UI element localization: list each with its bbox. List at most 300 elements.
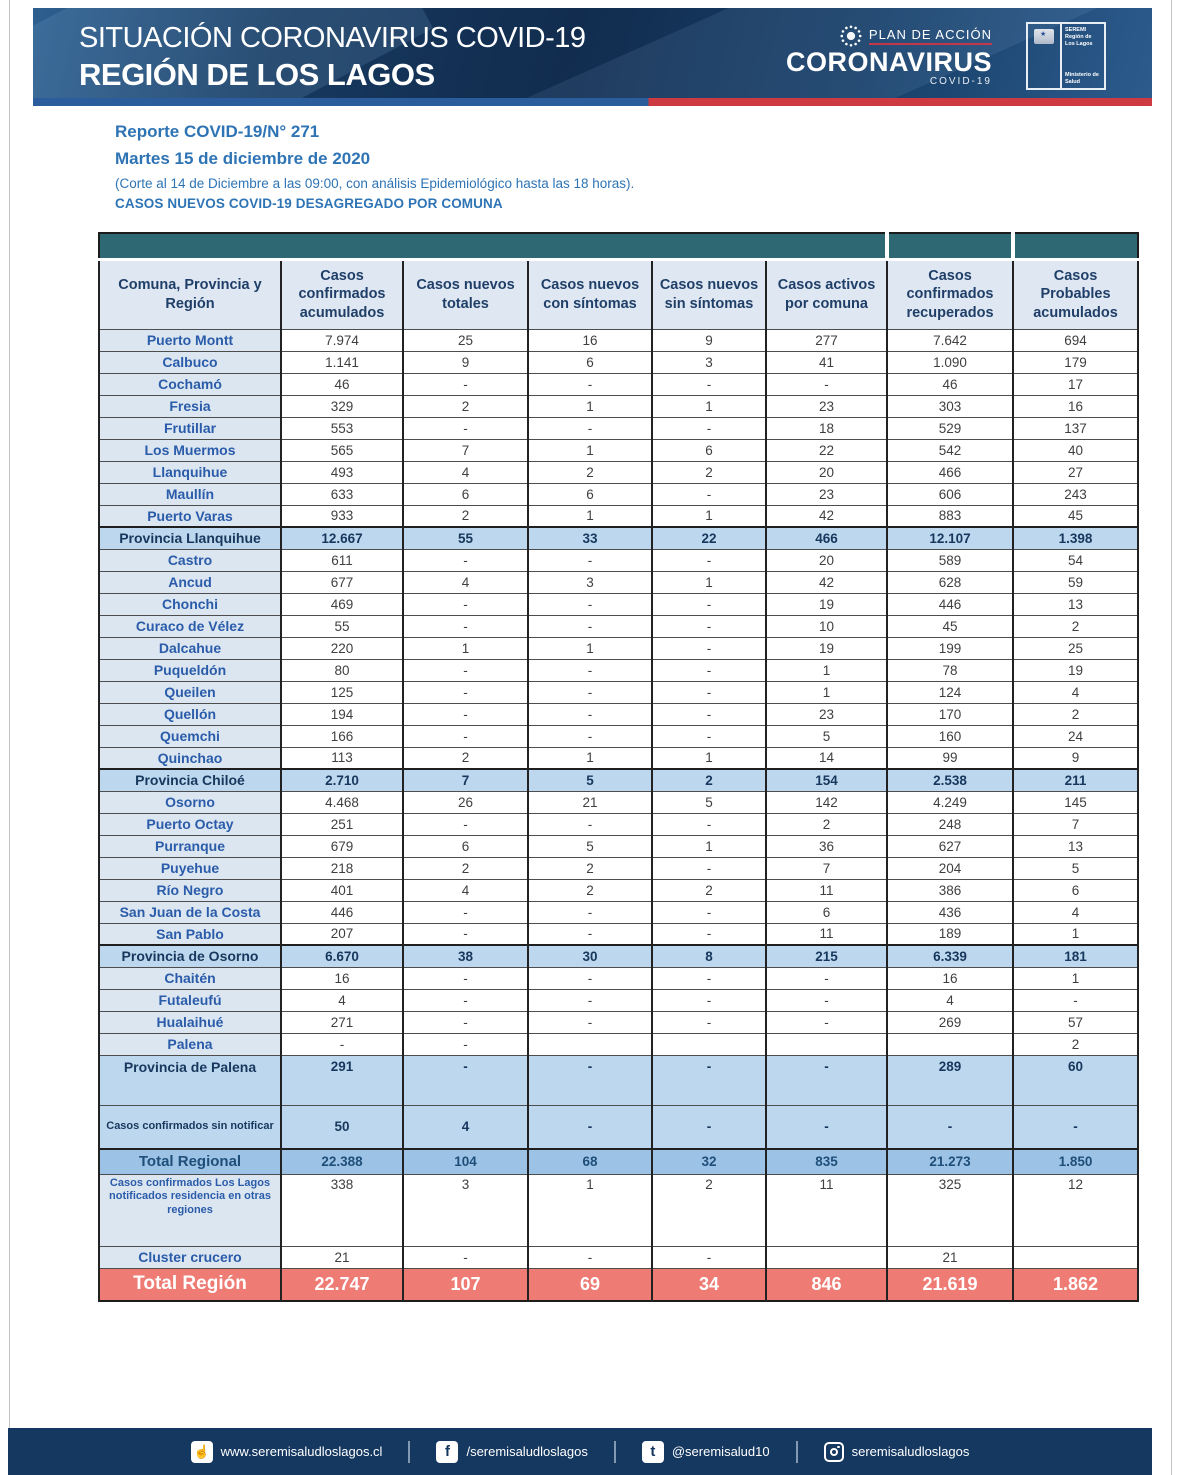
value-cell: 32 <box>652 1149 766 1174</box>
value-cell: 679 <box>281 835 403 857</box>
value-cell: 493 <box>281 461 403 483</box>
value-cell: 38 <box>403 945 528 967</box>
value-cell: 4 <box>403 571 528 593</box>
value-cell: 1 <box>766 659 887 681</box>
table-row <box>99 945 1138 967</box>
value-cell: 1 <box>528 439 652 461</box>
value-cell: 4 <box>403 879 528 901</box>
value-cell: 2 <box>528 879 652 901</box>
table-row <box>99 1149 1138 1174</box>
footer-divider <box>614 1441 616 1463</box>
value-cell: 46 <box>887 373 1013 395</box>
row-label: Puerto Varas <box>99 505 281 527</box>
value-cell: - <box>652 813 766 835</box>
value-cell: 54 <box>1013 549 1138 571</box>
value-cell: 436 <box>887 901 1013 923</box>
value-cell: 23 <box>766 483 887 505</box>
value-cell: 69 <box>528 1268 652 1301</box>
value-cell: - <box>528 967 652 989</box>
value-cell: 466 <box>887 461 1013 483</box>
row-label: Queilen <box>99 681 281 703</box>
value-cell: 7.642 <box>887 329 1013 351</box>
table-row <box>99 835 1138 857</box>
value-cell: - <box>652 615 766 637</box>
value-cell: 1 <box>1013 967 1138 989</box>
table-row <box>99 879 1138 901</box>
value-cell: 589 <box>887 549 1013 571</box>
value-cell: 14 <box>766 747 887 769</box>
value-cell: 16 <box>281 967 403 989</box>
value-cell: 6 <box>652 439 766 461</box>
page-edge-right <box>1171 0 1172 1475</box>
row-label: Chonchi <box>99 593 281 615</box>
value-cell: 4 <box>887 989 1013 1011</box>
row-label: Casos confirmados sin notificar <box>99 1105 281 1149</box>
value-cell: 4 <box>1013 681 1138 703</box>
table-row <box>99 1055 1138 1105</box>
value-cell: 2 <box>1013 703 1138 725</box>
value-cell: - <box>528 703 652 725</box>
report-section-title: CASOS NUEVOS COVID-19 DESAGREGADO POR COMUNA <box>115 196 503 211</box>
value-cell: - <box>528 615 652 637</box>
table-row <box>99 483 1138 505</box>
row-label: Provincia Llanquihue <box>99 527 281 549</box>
value-cell: 20 <box>766 461 887 483</box>
value-cell: 542 <box>887 439 1013 461</box>
row-label: Osorno <box>99 791 281 813</box>
value-cell: 5 <box>652 791 766 813</box>
value-cell: 11 <box>766 1174 887 1246</box>
value-cell: 606 <box>887 483 1013 505</box>
row-label: Total Región <box>99 1268 281 1301</box>
value-cell: - <box>403 549 528 571</box>
tumblr-icon: t <box>642 1441 664 1463</box>
value-cell: - <box>652 857 766 879</box>
value-cell: 565 <box>281 439 403 461</box>
value-cell: 251 <box>281 813 403 835</box>
facebook-icon: f <box>436 1441 458 1463</box>
report-info <box>115 122 875 216</box>
value-cell: 2 <box>766 813 887 835</box>
value-cell: 6 <box>403 483 528 505</box>
value-cell: 24 <box>1013 725 1138 747</box>
band-segment <box>528 233 652 259</box>
value-cell: 13 <box>1013 835 1138 857</box>
value-cell: - <box>528 923 652 945</box>
band-segment <box>766 233 887 259</box>
value-cell: - <box>528 593 652 615</box>
value-cell: 5 <box>528 835 652 857</box>
row-label: Provincia de Palena <box>99 1055 281 1105</box>
table-row <box>99 725 1138 747</box>
value-cell: 1 <box>652 835 766 857</box>
row-label: Frutillar <box>99 417 281 439</box>
value-cell: 18 <box>766 417 887 439</box>
value-cell: 329 <box>281 395 403 417</box>
table-row <box>99 637 1138 659</box>
row-label: Palena <box>99 1033 281 1055</box>
value-cell: - <box>528 901 652 923</box>
row-label: Cochamó <box>99 373 281 395</box>
table-row <box>99 373 1138 395</box>
column-header-activos: Casos activos por comuna <box>766 259 887 329</box>
value-cell: - <box>528 989 652 1011</box>
tumblr-label: @seremisalud10 <box>671 1444 770 1459</box>
value-cell: 933 <box>281 505 403 527</box>
value-cell: - <box>403 417 528 439</box>
value-cell: 5 <box>766 725 887 747</box>
value-cell: 553 <box>281 417 403 439</box>
value-cell: - <box>766 1105 887 1149</box>
table-row <box>99 1268 1138 1301</box>
value-cell: 469 <box>281 593 403 615</box>
value-cell: 13 <box>1013 593 1138 615</box>
table-row <box>99 989 1138 1011</box>
value-cell: - <box>528 1105 652 1149</box>
value-cell: 170 <box>887 703 1013 725</box>
value-cell: 19 <box>766 637 887 659</box>
value-cell: - <box>652 901 766 923</box>
table-row <box>99 395 1138 417</box>
value-cell: 113 <box>281 747 403 769</box>
tumblr-link[interactable] <box>642 1441 770 1463</box>
instagram-icon <box>824 1442 844 1462</box>
row-label: Maullín <box>99 483 281 505</box>
column-header-sin-sintomas: Casos nuevos sin síntomas <box>652 259 766 329</box>
value-cell: 33 <box>528 527 652 549</box>
value-cell: 211 <box>1013 769 1138 791</box>
value-cell: 4 <box>403 1105 528 1149</box>
value-cell: 179 <box>1013 351 1138 373</box>
value-cell: 41 <box>766 351 887 373</box>
value-cell: 2 <box>403 747 528 769</box>
value-cell: 248 <box>887 813 1013 835</box>
value-cell: 529 <box>887 417 1013 439</box>
value-cell: 325 <box>887 1174 1013 1246</box>
column-header-nuevos-totales: Casos nuevos totales <box>403 259 528 329</box>
value-cell: 2 <box>652 769 766 791</box>
value-cell: - <box>1013 989 1138 1011</box>
value-cell: 677 <box>281 571 403 593</box>
value-cell: 1.141 <box>281 351 403 373</box>
value-cell: - <box>652 417 766 439</box>
value-cell: 21.619 <box>887 1268 1013 1301</box>
facebook-label: /seremisaludloslagos <box>466 1444 588 1459</box>
report-number: Reporte COVID-19/N° 271 <box>115 122 320 141</box>
value-cell: 303 <box>887 395 1013 417</box>
value-cell: - <box>766 989 887 1011</box>
row-label: Llanquihue <box>99 461 281 483</box>
value-cell: 4 <box>403 461 528 483</box>
banner-title-line2: REGIÓN DE LOS LAGOS <box>79 57 435 92</box>
value-cell: - <box>766 1011 887 1033</box>
value-cell: 627 <box>887 835 1013 857</box>
value-cell: 142 <box>766 791 887 813</box>
value-cell: 2 <box>652 879 766 901</box>
value-cell: 2 <box>403 857 528 879</box>
value-cell: 218 <box>281 857 403 879</box>
value-cell: 1 <box>403 637 528 659</box>
instagram-label: seremisaludloslagos <box>851 1444 970 1459</box>
column-header-comuna: Comuna, Provincia y Región <box>99 259 281 329</box>
value-cell: 2 <box>528 461 652 483</box>
value-cell: 19 <box>766 593 887 615</box>
value-cell: 2 <box>652 461 766 483</box>
table-row <box>99 351 1138 373</box>
table-row <box>99 439 1138 461</box>
value-cell: 883 <box>887 505 1013 527</box>
value-cell: 45 <box>887 615 1013 637</box>
value-cell: 243 <box>1013 483 1138 505</box>
row-label: Fresia <box>99 395 281 417</box>
value-cell: 30 <box>528 945 652 967</box>
value-cell: 6 <box>528 483 652 505</box>
table-row <box>99 1246 1138 1268</box>
value-cell: - <box>403 1055 528 1105</box>
table-row <box>99 527 1138 549</box>
value-cell: 22.747 <box>281 1268 403 1301</box>
table-row <box>99 1011 1138 1033</box>
value-cell: - <box>403 989 528 1011</box>
facebook-link[interactable] <box>436 1441 587 1463</box>
hand-cursor-icon: ☝ <box>191 1441 213 1463</box>
value-cell: 204 <box>887 857 1013 879</box>
value-cell: 1 <box>528 505 652 527</box>
value-cell: 4 <box>281 989 403 1011</box>
page-edge-left <box>9 0 10 1475</box>
column-header-con-sintomas: Casos nuevos con síntomas <box>528 259 652 329</box>
row-label: Ancud <box>99 571 281 593</box>
value-cell: 4.468 <box>281 791 403 813</box>
value-cell: 46 <box>281 373 403 395</box>
plan-de-accion-logo <box>786 24 992 87</box>
value-cell: - <box>403 659 528 681</box>
table-row <box>99 791 1138 813</box>
virus-icon <box>839 24 863 48</box>
value-cell: 11 <box>766 879 887 901</box>
value-cell: 154 <box>766 769 887 791</box>
value-cell: - <box>403 373 528 395</box>
value-cell: 1 <box>652 395 766 417</box>
value-cell: 104 <box>403 1149 528 1174</box>
value-cell: 1 <box>528 747 652 769</box>
value-cell: - <box>528 725 652 747</box>
value-cell: - <box>887 1105 1013 1149</box>
table-row <box>99 681 1138 703</box>
website-link[interactable] <box>191 1441 383 1463</box>
value-cell: - <box>528 1055 652 1105</box>
value-cell: 16 <box>528 329 652 351</box>
value-cell: 291 <box>281 1055 403 1105</box>
value-cell: 12.107 <box>887 527 1013 549</box>
value-cell: 166 <box>281 725 403 747</box>
table-row <box>99 813 1138 835</box>
value-cell: 1 <box>652 747 766 769</box>
value-cell: 1 <box>528 1174 652 1246</box>
seremi-label: SEREMI Región de Los Lagos <box>1065 27 1093 48</box>
value-cell: 4.249 <box>887 791 1013 813</box>
value-cell: 20 <box>766 549 887 571</box>
value-cell: - <box>766 967 887 989</box>
value-cell: - <box>403 703 528 725</box>
row-label: Quemchi <box>99 725 281 747</box>
footer-divider <box>408 1441 410 1463</box>
band-segment <box>1013 233 1138 259</box>
value-cell: 6 <box>1013 879 1138 901</box>
value-cell: - <box>403 901 528 923</box>
value-cell: 3 <box>528 571 652 593</box>
plan-de-accion-label: PLAN DE ACCIÓN <box>869 27 992 45</box>
value-cell: 2 <box>1013 615 1138 637</box>
value-cell: - <box>403 1011 528 1033</box>
value-cell: 6 <box>403 835 528 857</box>
banner-accent-strip <box>33 98 1152 106</box>
row-label: Quellón <box>99 703 281 725</box>
value-cell: 17 <box>1013 373 1138 395</box>
row-label: Curaco de Vélez <box>99 615 281 637</box>
row-label: Puyehue <box>99 857 281 879</box>
value-cell: 1 <box>528 637 652 659</box>
row-label: Quinchao <box>99 747 281 769</box>
value-cell: 125 <box>281 681 403 703</box>
value-cell: - <box>528 1011 652 1033</box>
covid19-sublabel: COVID-19 <box>929 76 992 88</box>
value-cell: 401 <box>281 879 403 901</box>
value-cell: - <box>652 1246 766 1268</box>
value-cell: - <box>652 659 766 681</box>
value-cell: 6.670 <box>281 945 403 967</box>
value-cell: 12 <box>1013 1174 1138 1246</box>
value-cell: 21 <box>528 791 652 813</box>
value-cell: 466 <box>766 527 887 549</box>
value-cell: 10 <box>766 615 887 637</box>
value-cell: 36 <box>766 835 887 857</box>
row-label: Puerto Montt <box>99 329 281 351</box>
value-cell: 194 <box>281 703 403 725</box>
value-cell: 4 <box>1013 901 1138 923</box>
value-cell: 189 <box>887 923 1013 945</box>
report-cutoff-note: (Corte al 14 de Diciembre a las 09:00, con análisis Epidemiológico hasta las 18 horas). <box>115 176 635 191</box>
value-cell: - <box>652 593 766 615</box>
row-label: Provincia de Osorno <box>99 945 281 967</box>
value-cell: 694 <box>1013 329 1138 351</box>
table-row <box>99 923 1138 945</box>
value-cell: 3 <box>403 1174 528 1246</box>
ministerio-label: Ministerio de Salud <box>1065 71 1099 85</box>
value-cell: - <box>1013 1105 1138 1149</box>
value-cell <box>652 1033 766 1055</box>
column-header-recuperados: Casos confirmados recuperados <box>887 259 1013 329</box>
value-cell <box>528 1033 652 1055</box>
value-cell: 1 <box>528 395 652 417</box>
value-cell: 42 <box>766 505 887 527</box>
value-cell: 68 <box>528 1149 652 1174</box>
value-cell: 1.850 <box>1013 1149 1138 1174</box>
table-row <box>99 1174 1138 1246</box>
table-row <box>99 1033 1138 1055</box>
value-cell: - <box>652 725 766 747</box>
value-cell: 199 <box>887 637 1013 659</box>
table-row <box>99 615 1138 637</box>
covid-cases-table <box>98 232 1139 1302</box>
value-cell: 45 <box>1013 505 1138 527</box>
value-cell: - <box>528 417 652 439</box>
value-cell: - <box>652 923 766 945</box>
value-cell: 25 <box>1013 637 1138 659</box>
row-label: Casos confirmados Los Lagos notificados residencia en otras regiones <box>99 1174 281 1246</box>
value-cell: 23 <box>766 395 887 417</box>
row-label: Hualaihué <box>99 1011 281 1033</box>
value-cell: 386 <box>887 879 1013 901</box>
value-cell: 6 <box>766 901 887 923</box>
value-cell: 26 <box>403 791 528 813</box>
value-cell: 6.339 <box>887 945 1013 967</box>
table-row <box>99 571 1138 593</box>
value-cell: - <box>403 967 528 989</box>
value-cell: 22 <box>766 439 887 461</box>
value-cell: 5 <box>528 769 652 791</box>
band-segment <box>403 233 528 259</box>
footer-bar <box>8 1428 1152 1475</box>
value-cell: 7 <box>403 769 528 791</box>
value-cell: - <box>528 373 652 395</box>
value-cell: 269 <box>887 1011 1013 1033</box>
value-cell: 25 <box>403 329 528 351</box>
value-cell: 23 <box>766 703 887 725</box>
table-row <box>99 703 1138 725</box>
table-row <box>99 417 1138 439</box>
row-label: San Juan de la Costa <box>99 901 281 923</box>
value-cell: 9 <box>1013 747 1138 769</box>
instagram-link[interactable] <box>824 1442 970 1462</box>
value-cell: 9 <box>403 351 528 373</box>
row-label: Futaleufú <box>99 989 281 1011</box>
value-cell: 1 <box>652 571 766 593</box>
value-cell: - <box>652 1105 766 1149</box>
value-cell: 21 <box>887 1246 1013 1268</box>
row-label: Dalcahue <box>99 637 281 659</box>
table-row <box>99 967 1138 989</box>
table-row <box>99 593 1138 615</box>
value-cell: - <box>403 725 528 747</box>
value-cell: 289 <box>887 1055 1013 1105</box>
value-cell: - <box>403 1033 528 1055</box>
value-cell: 611 <box>281 549 403 571</box>
value-cell: 277 <box>766 329 887 351</box>
value-cell: - <box>766 373 887 395</box>
value-cell: 22 <box>652 527 766 549</box>
value-cell: 145 <box>1013 791 1138 813</box>
band-segment <box>887 233 1013 259</box>
value-cell: - <box>281 1033 403 1055</box>
table-row <box>99 901 1138 923</box>
value-cell: 57 <box>1013 1011 1138 1033</box>
value-cell: 40 <box>1013 439 1138 461</box>
value-cell: - <box>528 813 652 835</box>
value-cell: 846 <box>766 1268 887 1301</box>
row-label: Chaitén <box>99 967 281 989</box>
value-cell: 7.974 <box>281 329 403 351</box>
value-cell: 22.388 <box>281 1149 403 1174</box>
value-cell: 21 <box>281 1246 403 1268</box>
value-cell: 50 <box>281 1105 403 1149</box>
value-cell: 34 <box>652 1268 766 1301</box>
value-cell: 633 <box>281 483 403 505</box>
value-cell: 99 <box>887 747 1013 769</box>
banner-title-line1: SITUACIÓN CORONAVIRUS COVID-19 <box>79 22 586 54</box>
value-cell: 1.398 <box>1013 527 1138 549</box>
value-cell: - <box>403 923 528 945</box>
